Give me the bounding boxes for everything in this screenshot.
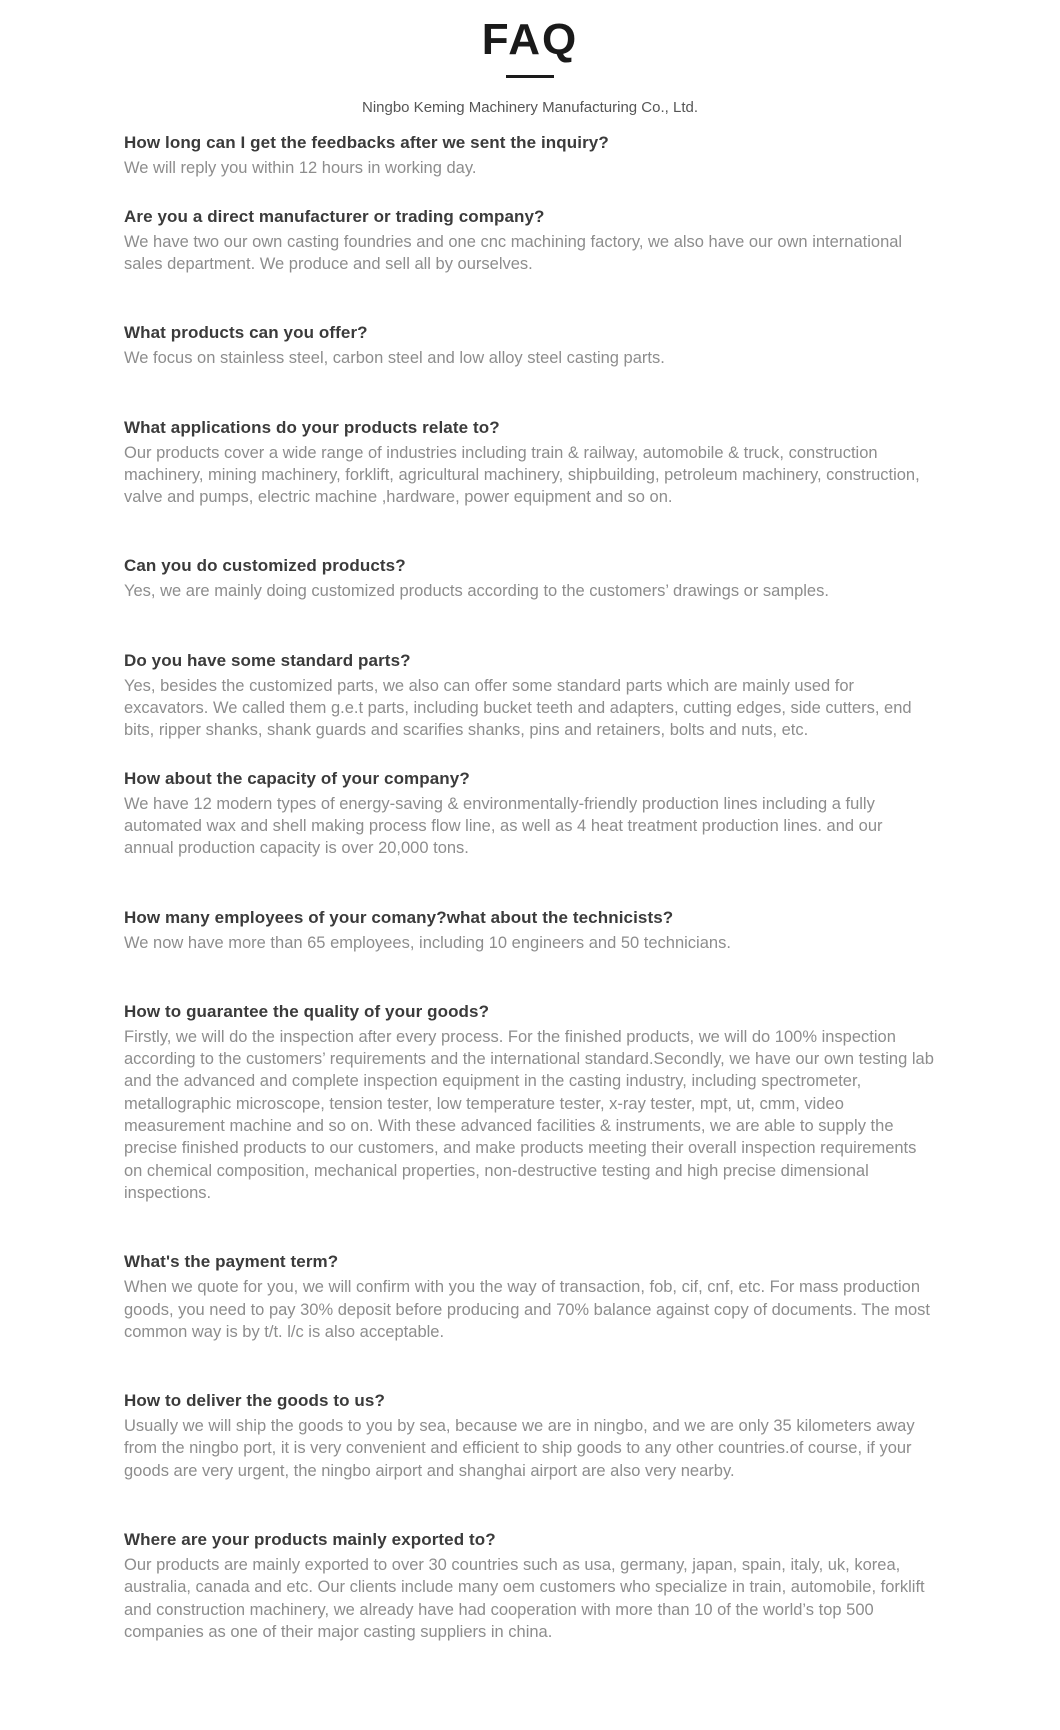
faq-section-applications bbox=[124, 417, 936, 509]
title-divider bbox=[506, 75, 554, 78]
faq-section-delivery bbox=[124, 1390, 936, 1482]
faq-question: Do you have some standard parts? bbox=[124, 650, 411, 670]
faq-question: What's the payment term? bbox=[124, 1252, 339, 1272]
faq-section-products-offered bbox=[124, 322, 936, 369]
faq-question: How about the capacity of your company? bbox=[124, 768, 470, 788]
page-title: FAQ bbox=[481, 15, 579, 64]
faq-question: Can you do customized products? bbox=[124, 556, 406, 576]
faq-section-feedback-time bbox=[124, 132, 936, 179]
faq-question: Are you a direct manufacturer or trading company? bbox=[124, 206, 545, 226]
faq-answer: We will reply you within 12 hours in working day. bbox=[124, 159, 477, 178]
faq-question: How many employees of your comany?what about the technicists? bbox=[124, 907, 674, 927]
faq-answer: We have two our own casting foundries and one cnc machining factory, we also have our own international sales department. We produce and sell all by ourselves. bbox=[124, 232, 903, 273]
faq-answer: We now have more than 65 employees, including 10 engineers and 50 technicians. bbox=[124, 933, 731, 952]
faq-answer: When we quote for you, we will confirm with you the way of transaction, fob, cif, cnf, etc. For mass production goods, you need to pay 30% deposit before producing and 70% balance against copy of documents. The most common way is by t/t. l/c is also acceptable. bbox=[124, 1278, 930, 1341]
faq-section-employees bbox=[124, 907, 936, 954]
faq-answer: Yes, we are mainly doing customized products according to the customers’ drawings or samples. bbox=[124, 582, 829, 601]
faq-answer: Firstly, we will do the inspection after every process. For the finished products, we will do 100% inspection according to the customers’ requirements and the international standard.Secondly, we have our own testing lab and the advanced and complete inspection equipment in the casting industry, including spectrometer, metallographic microscope, tension tester, low temperature tester, x-ray tester, mpt, ut, cmm, video measurement machine and so on. With these advanced facilities & instruments, we are able to supply the precise finished products to our customers, and make products meeting their overall inspection requirements on chemical composition, mechanical properties, non-destructive testing and high precise dimensional inspections. bbox=[124, 1027, 934, 1202]
faq-question: How long can I get the feedbacks after we sent the inquiry? bbox=[124, 133, 609, 153]
faq-answer: We focus on stainless steel, carbon steel and low alloy steel casting parts. bbox=[124, 349, 665, 368]
faq-answer: Yes, besides the customized parts, we also can offer some standard parts which are mainly used for excavators. We called them g.e.t parts, including bucket teeth and adapters, cutting edges, side cutters, end bits, ripper shanks, shank guards and scarifies shanks, pins and retainers, bolts and nuts, etc. bbox=[124, 676, 912, 740]
faq-section-capacity bbox=[124, 768, 936, 860]
faq-answer: We have 12 modern types of energy-saving & environmentally-friendly production lines including a fully automated wax and shell making process flow line, as well as 4 heat treatment production lines. and our annual production capacity is over 20,000 tons. bbox=[124, 794, 883, 858]
company-name: Ningbo Keming Machinery Manufacturing Co., Ltd. bbox=[361, 99, 698, 117]
faq-answer: Our products cover a wide range of industries including train & railway, automobile & truck, construction machinery, mining machinery, forklift, agricultural machinery, shipbuilding, petroleum machinery, construction, valve and pumps, electric machine ,hardware, power equipment and so on. bbox=[124, 443, 920, 507]
faq-section-quality-guarantee bbox=[124, 1001, 936, 1204]
faq-section-standard-parts bbox=[124, 650, 936, 742]
faq-section-export-markets bbox=[124, 1529, 936, 1643]
faq-answer: Our products are mainly exported to over 30 countries such as usa, germany, japan, spain, italy, uk, korea, australia, canada and etc. Our clients include many oem customers who specialize in train, automobile, forklift and construction machinery, we already have had cooperation with more than 10 of the world’s top 500 companies as one of their major casting suppliers in china. bbox=[124, 1556, 925, 1641]
faq-question: How to deliver the goods to us? bbox=[124, 1391, 385, 1411]
faq-question: What applications do your products relate to? bbox=[124, 417, 500, 437]
page-header bbox=[0, 16, 1060, 116]
faq-answer: Usually we will ship the goods to you by sea, because we are in ningbo, and we are only 35 kilometers away from the ningbo port, it is very convenient and efficient to ship goods to any other countries.of course, if your goods are very urgent, the ningbo airport and shanghai airport are also very nearby. bbox=[124, 1417, 915, 1480]
faq-question: What products can you offer? bbox=[124, 323, 368, 343]
faq-list bbox=[124, 132, 936, 1730]
faq-section-payment-term bbox=[124, 1251, 936, 1343]
faq-section-manufacturer-or-trading bbox=[124, 206, 936, 276]
faq-section-customized-products bbox=[124, 555, 936, 602]
faq-question: Where are your products mainly exported to? bbox=[124, 1530, 496, 1549]
faq-question: How to guarantee the quality of your goods? bbox=[124, 1001, 490, 1021]
